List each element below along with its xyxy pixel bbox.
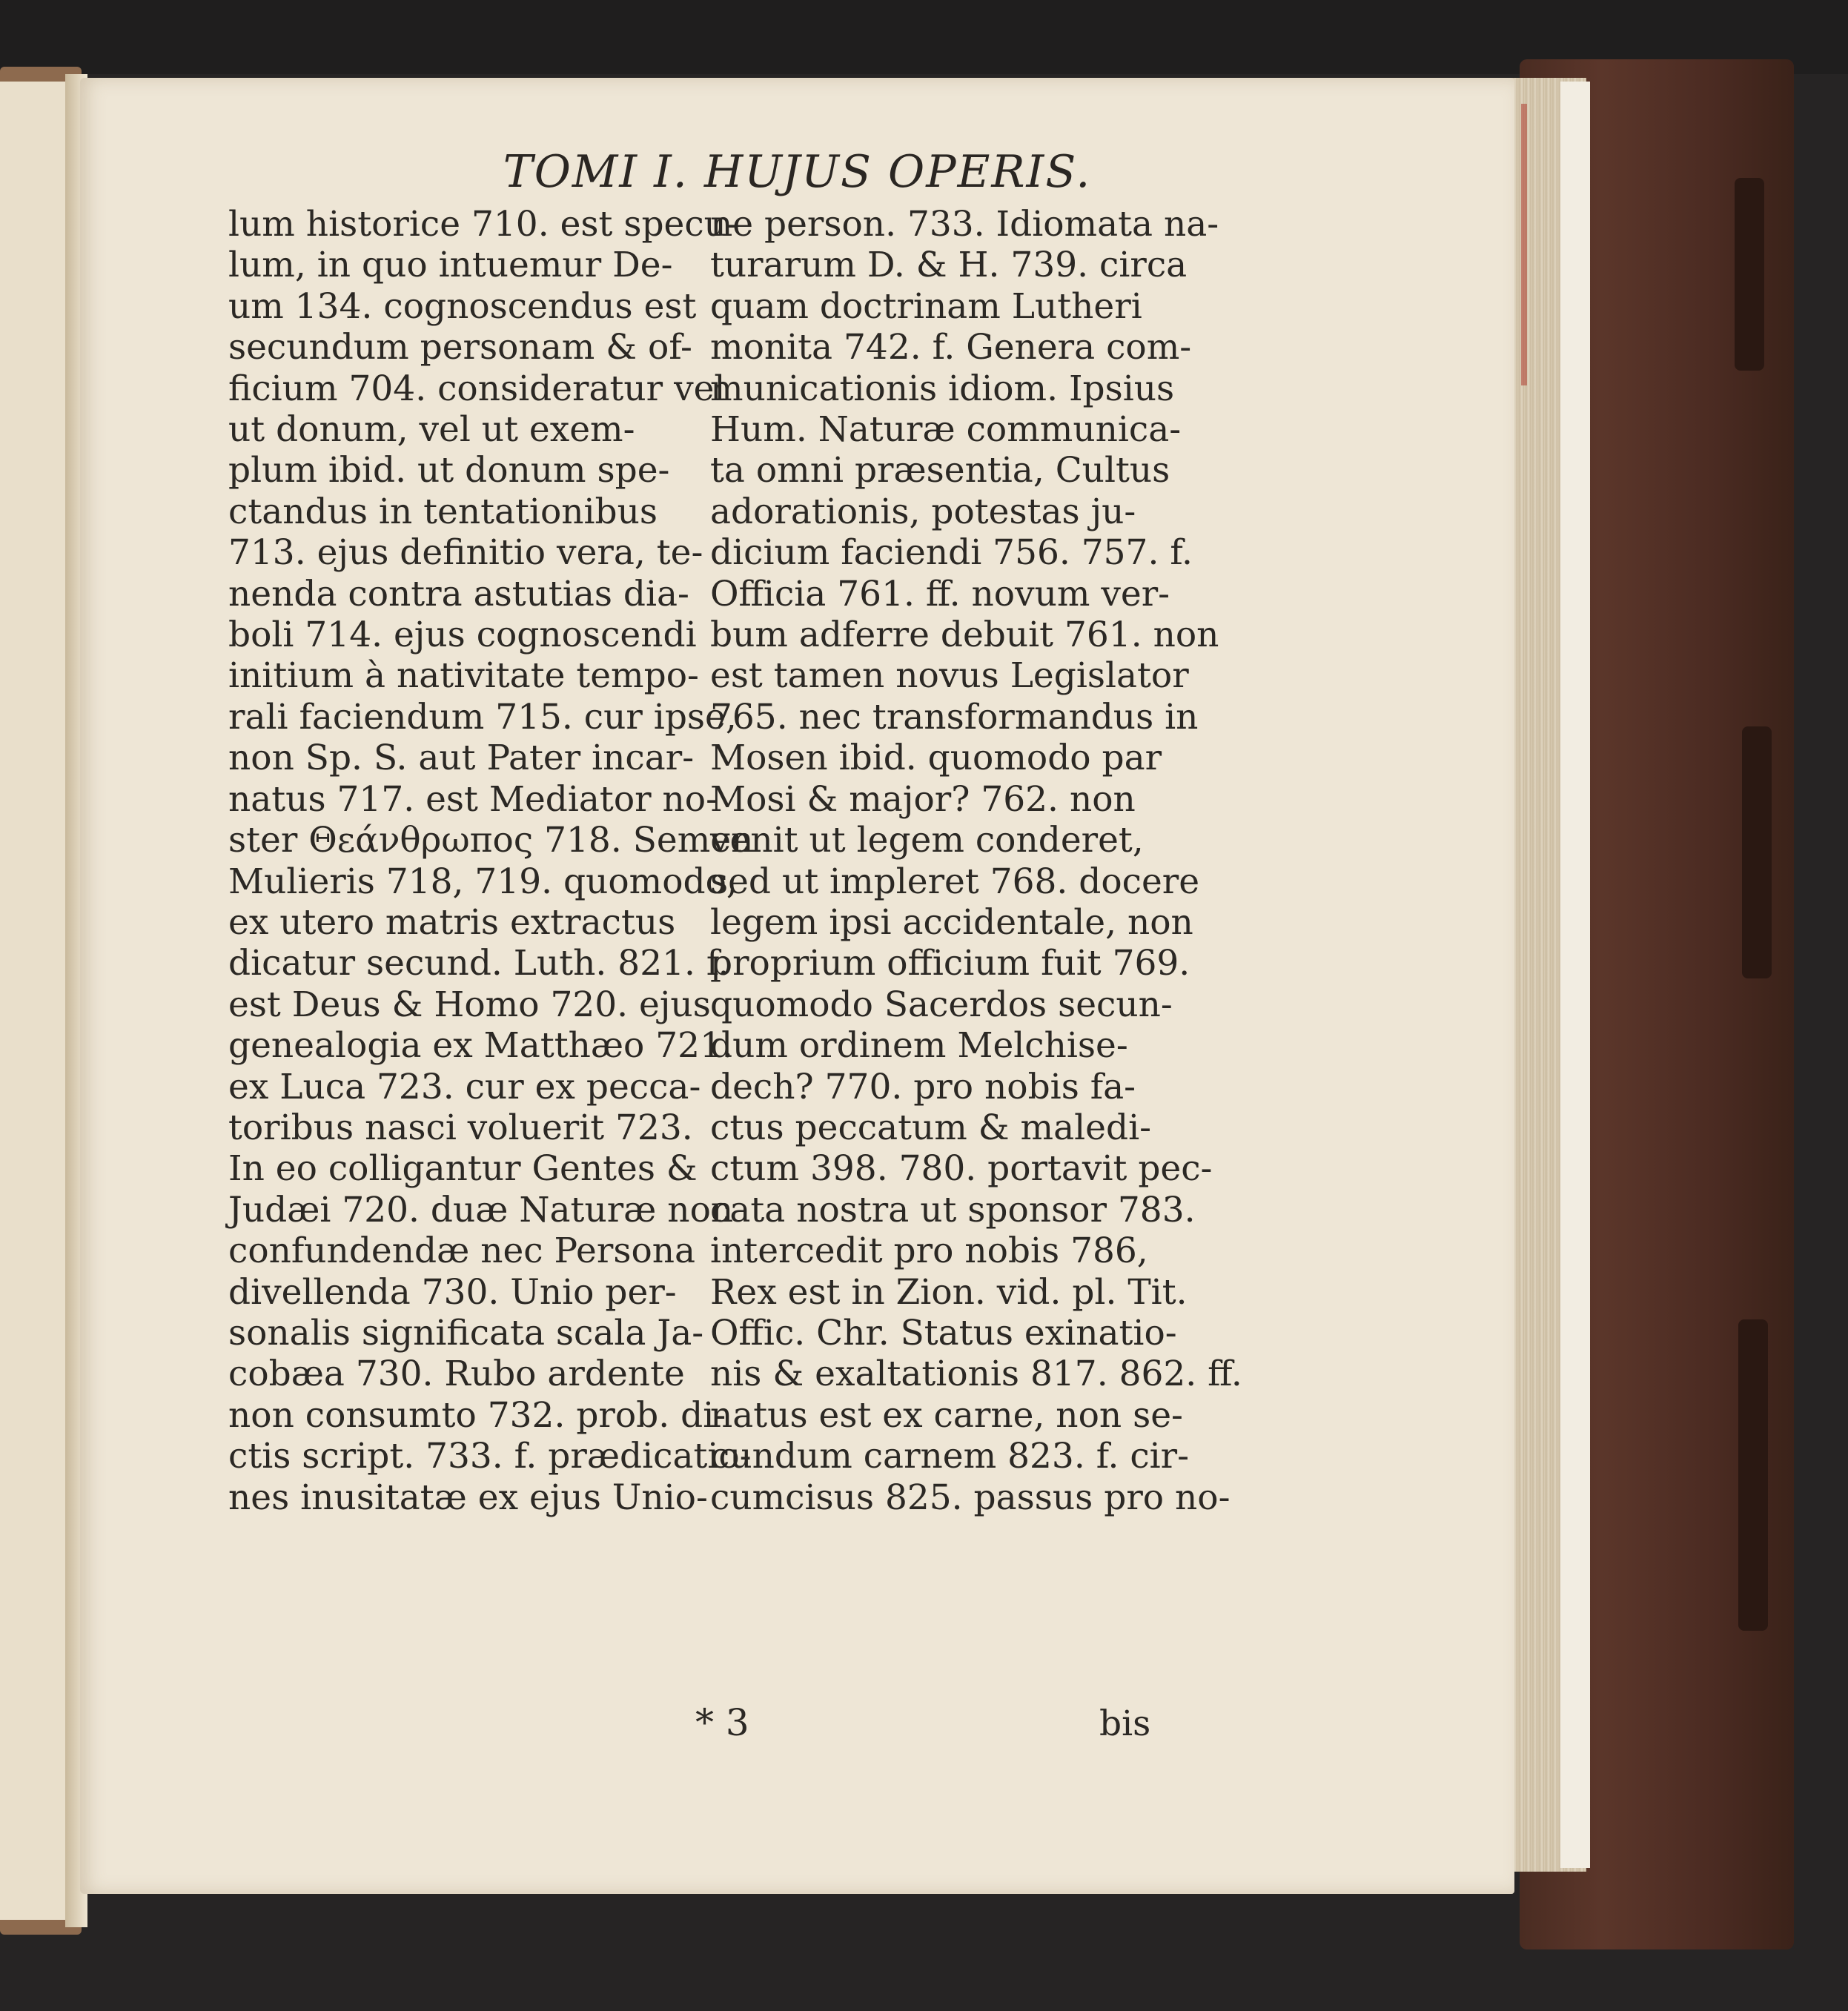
text-line: monita 742. f. Genera com-	[710, 327, 1192, 368]
text-line: quomodo Sacerdos secun-	[710, 984, 1173, 1025]
text-line: turarum D. & H. 739. circa	[710, 245, 1188, 286]
text-line: bum adferre debuit 761. non	[710, 614, 1219, 656]
cover-wear-mark	[1738, 1319, 1768, 1631]
text-line: toribus nasci voluerit 723.	[228, 1107, 693, 1148]
text-line: Officia 761. ff. novum ver-	[710, 573, 1170, 614]
text-line: ctandus in tentationibus	[228, 491, 658, 532]
text-line: cundum carnem 823. f. cir-	[710, 1436, 1190, 1477]
text-line: Rex est in Zion. vid. pl. Tit.	[710, 1271, 1188, 1313]
text-line: natus est ex carne, non se-	[710, 1394, 1183, 1436]
text-line: ctis script. 733. f. prædicatio-	[228, 1436, 752, 1477]
facing-page-edge	[0, 82, 71, 1920]
text-line: ut donum, vel ut exem-	[228, 409, 635, 451]
text-line: ster Θεάνθρωπος 718. Semen	[228, 820, 754, 861]
text-line: non consumto 732. prob. di-	[228, 1394, 726, 1436]
left-text-column	[228, 204, 754, 1518]
right-text-column	[710, 204, 1274, 1518]
text-line: non Sp. S. aut Pater incar-	[228, 738, 695, 779]
text-line: secundum personam & of-	[228, 327, 692, 368]
text-line: confundendæ nec Persona	[228, 1230, 696, 1272]
text-line: adorationis, potestas ju-	[710, 491, 1136, 532]
text-line: ta omni præsentia, Cultus	[710, 450, 1170, 491]
red-edge-tint	[1521, 104, 1527, 385]
text-line: intercedit pro nobis 786,	[710, 1230, 1148, 1272]
text-line: Mulieris 718, 719. quomodo,	[228, 861, 738, 902]
text-line: cata nostra ut sponsor 783.	[710, 1189, 1196, 1230]
text-line: est Deus & Homo 720. ejus	[228, 984, 711, 1025]
text-line: natus 717. est Mediator no-	[228, 778, 718, 820]
cover-wear-mark	[1742, 726, 1772, 978]
text-line: Mosen ibid. quomodo par	[710, 738, 1162, 779]
text-line: Offic. Chr. Status exinatio-	[710, 1312, 1177, 1354]
text-line: rali faciendum 715. cur ipse,	[228, 696, 737, 738]
text-line: ne person. 733. Idiomata na-	[710, 204, 1219, 245]
text-line: sonalis significata scala Ja-	[228, 1312, 704, 1354]
text-line: plum ibid. ut donum spe-	[228, 450, 670, 491]
text-line: nenda contra astutias dia-	[228, 573, 689, 614]
text-line: municationis idiom. Ipsius	[710, 368, 1175, 409]
text-line: sed ut impleret 768. docere	[710, 861, 1200, 902]
text-line: boli 714. ejus cognoscendi	[228, 614, 697, 656]
text-line: lum, in quo intuemur De-	[228, 245, 673, 286]
text-line: 713. ejus definitio vera, te-	[228, 532, 703, 574]
running-title: TOMI I. HUJUS OPERIS.	[503, 146, 1092, 198]
text-line: legem ipsi accidentale, non	[710, 901, 1193, 943]
text-line: lum historice 710. est specu-	[228, 204, 738, 245]
text-line: cobæa 730. Rubo ardente	[228, 1354, 685, 1395]
text-line: dicium faciendi 756. 757. f.	[710, 532, 1193, 574]
text-line: Judæi 720. duæ Naturæ non	[228, 1189, 734, 1230]
text-line: 765. nec transformandus in	[710, 696, 1199, 738]
text-line: dum ordinem Melchise-	[710, 1025, 1128, 1067]
text-line: dech? 770. pro nobis fa-	[710, 1066, 1136, 1107]
text-line: nis & exaltationis 817. 862. ff.	[710, 1354, 1242, 1395]
text-line: est tamen novus Legislator	[710, 655, 1189, 697]
text-line: initium à nativitate tempo-	[228, 655, 699, 697]
text-line: quam doctrinam Lutheri	[710, 285, 1142, 327]
text-line: ctum 398. 780. portavit pec-	[710, 1148, 1213, 1190]
text-line: venit ut legem conderet,	[710, 820, 1144, 861]
text-line: genealogia ex Matthæo 721.	[228, 1025, 733, 1067]
endpaper-strip	[1560, 82, 1590, 1868]
signature-mark: * 3	[695, 1701, 749, 1744]
cover-wear-mark	[1735, 178, 1764, 371]
text-line: cumcisus 825. passus pro no-	[710, 1477, 1231, 1518]
text-line: dicatur secund. Luth. 821. f.	[228, 943, 729, 984]
catchword: bis	[1099, 1703, 1151, 1744]
book-page	[80, 78, 1514, 1894]
text-line: divellenda 730. Unio per-	[228, 1271, 677, 1313]
text-line: In eo colligantur Gentes &	[228, 1148, 698, 1190]
text-line: nes inusitatæ ex ejus Unio-	[228, 1477, 708, 1518]
text-line: ex Luca 723. cur ex pecca-	[228, 1066, 701, 1107]
text-line: ficium 704. consideratur vel	[228, 368, 726, 409]
text-line: ex utero matris extractus	[228, 901, 676, 943]
text-line: proprium officium fuit 769.	[710, 943, 1190, 984]
text-line: um 134. cognoscendus est	[228, 285, 697, 327]
text-line: Mosi & major? 762. non	[710, 778, 1136, 820]
text-line: Hum. Naturæ communica-	[710, 409, 1182, 451]
text-line: ctus peccatum & maledi-	[710, 1107, 1151, 1148]
